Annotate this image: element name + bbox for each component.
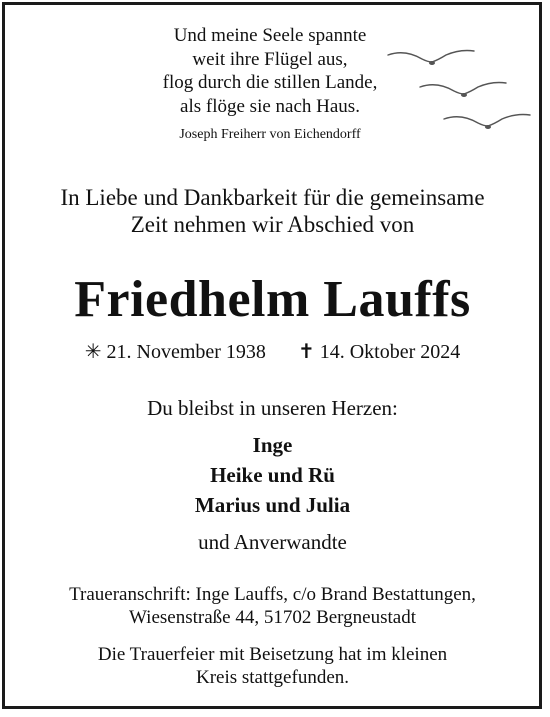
poem-line: weit ihre Flügel aus, <box>192 48 348 70</box>
poem-line: Und meine Seele spannte <box>173 25 367 46</box>
death-cross-icon: ✝ <box>297 341 315 363</box>
birth-star-icon: ✳ <box>84 341 102 363</box>
intro-line: Zeit nehmen wir Abschied von <box>130 212 415 237</box>
intro-line: In Liebe und Dankbarkeit für die gemeinsame <box>60 185 485 210</box>
death-date: 14. Oktober 2024 <box>319 341 461 363</box>
ceremony-note <box>0 643 545 689</box>
poem-author: Joseph Freiherr von Eichendorff <box>179 127 361 142</box>
address-line: Traueranschrift: Inge Lauffs, c/o Brand Bestattungen, <box>69 584 476 605</box>
intro-text <box>0 184 545 238</box>
flying-birds-icon <box>380 45 540 135</box>
mourners-list <box>0 430 545 520</box>
life-dates <box>0 339 545 364</box>
poem-line: als flöge sie nach Haus. <box>180 95 360 117</box>
address-line: Wiesenstraße 44, 51702 Bergneustadt <box>129 607 416 628</box>
poem <box>120 24 420 143</box>
ceremony-line: Die Trauerfeier mit Beisetzung hat im kleinen <box>97 644 448 665</box>
remembrance-text: Du bleibst in unseren Herzen: <box>147 396 398 420</box>
ceremony-line: Kreis stattgefunden. <box>195 667 349 688</box>
mourner-name: Heike und Rü <box>210 463 335 487</box>
poem-line: flog durch die stillen Lande, <box>162 72 378 93</box>
mourner-name: Marius und Julia <box>194 493 351 517</box>
mourner-name: Inge <box>252 433 293 457</box>
relatives-text: und Anverwandte <box>198 530 347 554</box>
mourning-address <box>0 583 545 629</box>
birth-date: 21. November 1938 <box>106 341 266 363</box>
deceased-name: Friedhelm Lauffs <box>74 271 471 328</box>
